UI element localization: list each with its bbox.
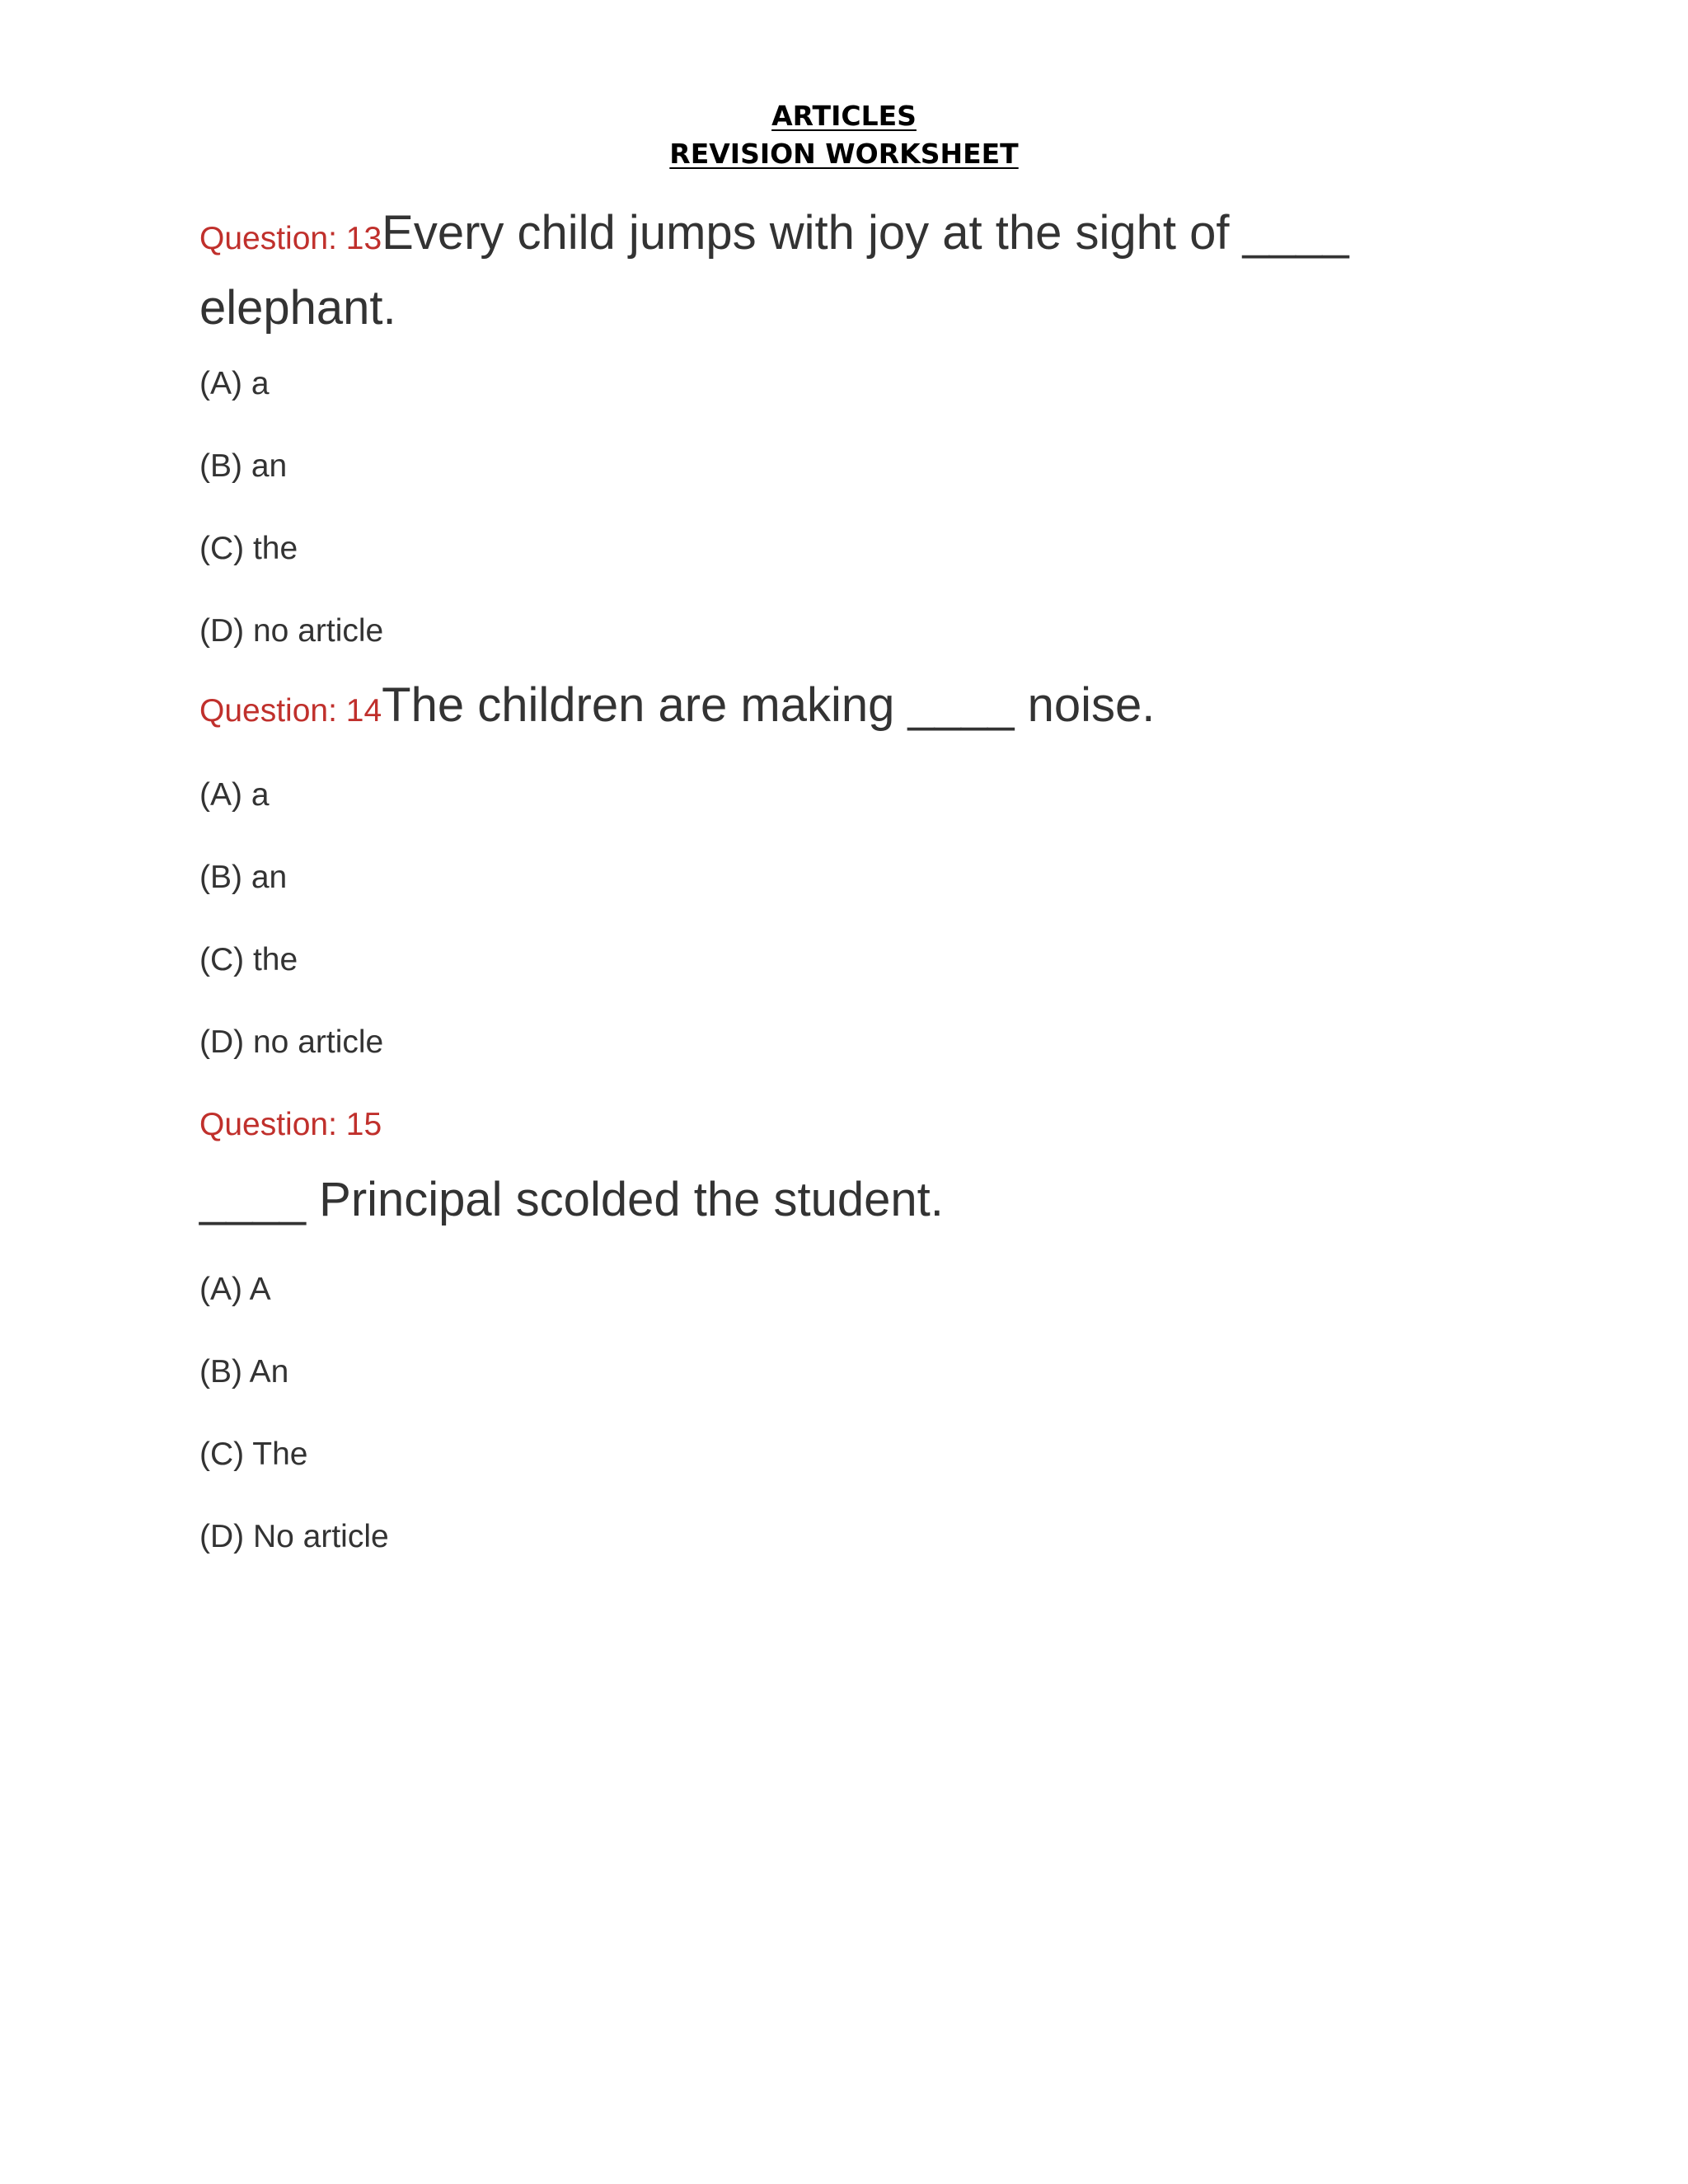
question-text-continued: elephant. bbox=[199, 281, 396, 335]
question-label: Question: 14 bbox=[199, 693, 382, 729]
option-c: (C) The bbox=[199, 1436, 308, 1472]
question-label: Question: 15 bbox=[199, 1107, 382, 1142]
worksheet-title: ARTICLES bbox=[771, 100, 917, 132]
question-text: The children are making ____ noise. bbox=[382, 678, 1156, 732]
option-b: (B) an bbox=[199, 448, 288, 484]
question-14 bbox=[199, 674, 1485, 749]
option-d: (D) no article bbox=[199, 613, 384, 649]
question-label: Question: 13 bbox=[199, 221, 382, 256]
question-15 bbox=[199, 1169, 1485, 1244]
option-a: (A) a bbox=[199, 366, 270, 401]
question-text: ____ Principal scolded the student. bbox=[199, 1173, 944, 1226]
option-c: (C) the bbox=[199, 942, 298, 977]
option-d: (D) no article bbox=[199, 1024, 384, 1060]
option-b: (B) an bbox=[199, 860, 288, 895]
option-a: (A) a bbox=[199, 777, 270, 813]
question-13 bbox=[199, 202, 1485, 352]
option-d: (D) No article bbox=[199, 1519, 389, 1554]
option-a: (A) A bbox=[199, 1272, 271, 1307]
worksheet-subtitle: REVISION WORKSHEET bbox=[669, 138, 1019, 170]
worksheet-header bbox=[0, 97, 1688, 173]
question-text: Every child jumps with joy at the sight of ____ bbox=[382, 206, 1349, 260]
option-b: (B) An bbox=[199, 1354, 289, 1390]
option-c: (C) the bbox=[199, 531, 298, 566]
